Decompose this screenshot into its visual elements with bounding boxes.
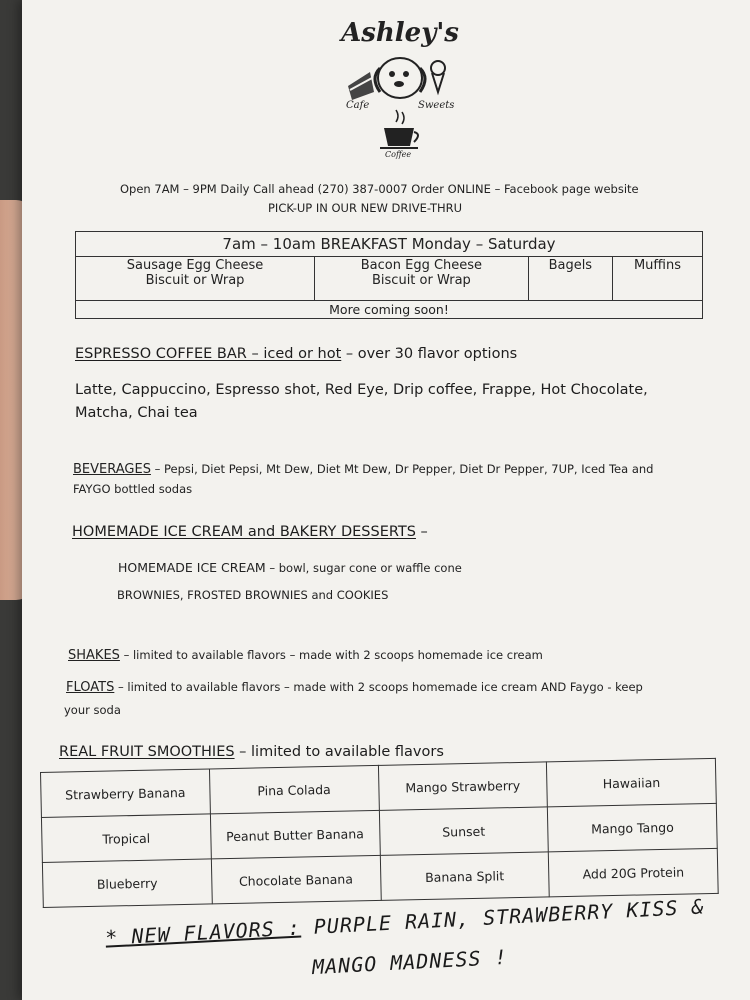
smoothie-flavor: Blueberry [42, 859, 212, 908]
smoothie-flavor: Hawaiian [547, 758, 717, 807]
floats-line [66, 680, 643, 695]
icecream-dash: – [415, 524, 428, 540]
smoothie-flavor: Add 20G Protein [549, 848, 719, 897]
new-flavors-label: * NEW FLAVORS : [104, 915, 302, 950]
floats-text-2: your soda [64, 703, 121, 717]
espresso-heading: ESPRESSO COFFEE BAR – iced or hot [75, 346, 342, 362]
breakfast-item-line: Bagels [548, 258, 593, 273]
breakfast-item-line: Muffins [633, 258, 681, 273]
breakfast-table [75, 231, 703, 319]
floats-text: – limited to available flavors – made with 2 scoops homemade ice cream AND Faygo - keep [114, 680, 643, 694]
breakfast-item [528, 257, 612, 301]
shakes-line [68, 648, 543, 663]
breakfast-item-line: Bacon Egg Cheese [360, 258, 483, 273]
breakfast-title: 7am – 10am BREAKFAST Monday – Saturday [76, 232, 703, 257]
icecream-sub-text: – bowl, sugar cone or waffle cone [265, 561, 462, 575]
beverages-line [73, 462, 653, 477]
breakfast-item-line: Biscuit or Wrap [145, 273, 245, 288]
new-flavors-list-2: MANGO MADNESS ! [311, 944, 509, 980]
beverages-text-2: FAYGO bottled sodas [73, 482, 193, 496]
icecream-heading: HOMEMADE ICE CREAM and BAKERY DESSERTS [72, 524, 416, 540]
desserts-line: BROWNIES, FROSTED BROWNIES and COOKIES [117, 588, 389, 602]
breakfast-footer: More coming soon! [76, 301, 703, 319]
breakfast-item [315, 257, 529, 301]
logo-coffee: Coffee [385, 150, 412, 159]
icecream-heading-line [72, 524, 428, 540]
hours-contact: Open 7AM – 9PM Daily Call ahead (270) 387-0007 Order ONLINE – Facebook page website [120, 182, 639, 196]
smoothies-heading: REAL FRUIT SMOOTHIES [59, 744, 235, 760]
icecream-sub-line [118, 560, 462, 575]
smoothie-flavor: Mango Tango [548, 803, 718, 852]
smoothie-flavor: Tropical [41, 814, 211, 863]
logo-cafe: Cafe [346, 100, 370, 111]
logo-name: Ashley's [341, 18, 459, 48]
floats-heading: FLOATS [66, 680, 115, 695]
shakes-heading: SHAKES [68, 648, 120, 663]
breakfast-item [76, 257, 315, 301]
espresso-items-2: Matcha, Chai tea [75, 405, 198, 421]
smoothie-flavor: Strawberry Banana [41, 769, 211, 818]
new-flavors-list-1: PURPLE RAIN, STRAWBERRY KISS & [313, 894, 706, 939]
smoothies-heading-line [59, 744, 444, 760]
smoothies-subtitle: – limited to available flavors [234, 744, 444, 760]
icecream-sub-heading: HOMEMADE ICE CREAM [118, 560, 266, 575]
smoothie-flavor: Sunset [379, 807, 549, 856]
espresso-heading-line [75, 346, 517, 362]
shakes-text: – limited to available flavors – made with 2 scoops homemade ice cream [119, 648, 543, 662]
beverages-text: – Pepsi, Diet Pepsi, Mt Dew, Diet Mt Dew, Dr Pepper, Diet Dr Pepper, 7UP, Iced Tea and [150, 462, 654, 476]
smoothie-flavor: Peanut Butter Banana [210, 810, 380, 859]
smoothie-flavor: Banana Split [380, 852, 550, 901]
breakfast-item-line: Sausage Egg Cheese [126, 258, 264, 273]
breakfast-item [612, 257, 702, 301]
smoothies-table [40, 758, 719, 908]
smoothie-flavor: Chocolate Banana [211, 855, 381, 904]
breakfast-item-line: Biscuit or Wrap [372, 273, 471, 288]
smoothie-flavor: Pina Colada [209, 765, 379, 814]
logo-sweets: Sweets [418, 100, 455, 111]
espresso-subtitle: – over 30 flavor options [341, 346, 518, 362]
espresso-items-1: Latte, Cappuccino, Espresso shot, Red Eye, Drip coffee, Frappe, Hot Chocolate, [75, 382, 648, 398]
beverages-heading: BEVERAGES [73, 462, 151, 477]
smoothie-flavor: Mango Strawberry [378, 762, 548, 811]
drive-thru-note: PICK-UP IN OUR NEW DRIVE-THRU [268, 201, 463, 215]
